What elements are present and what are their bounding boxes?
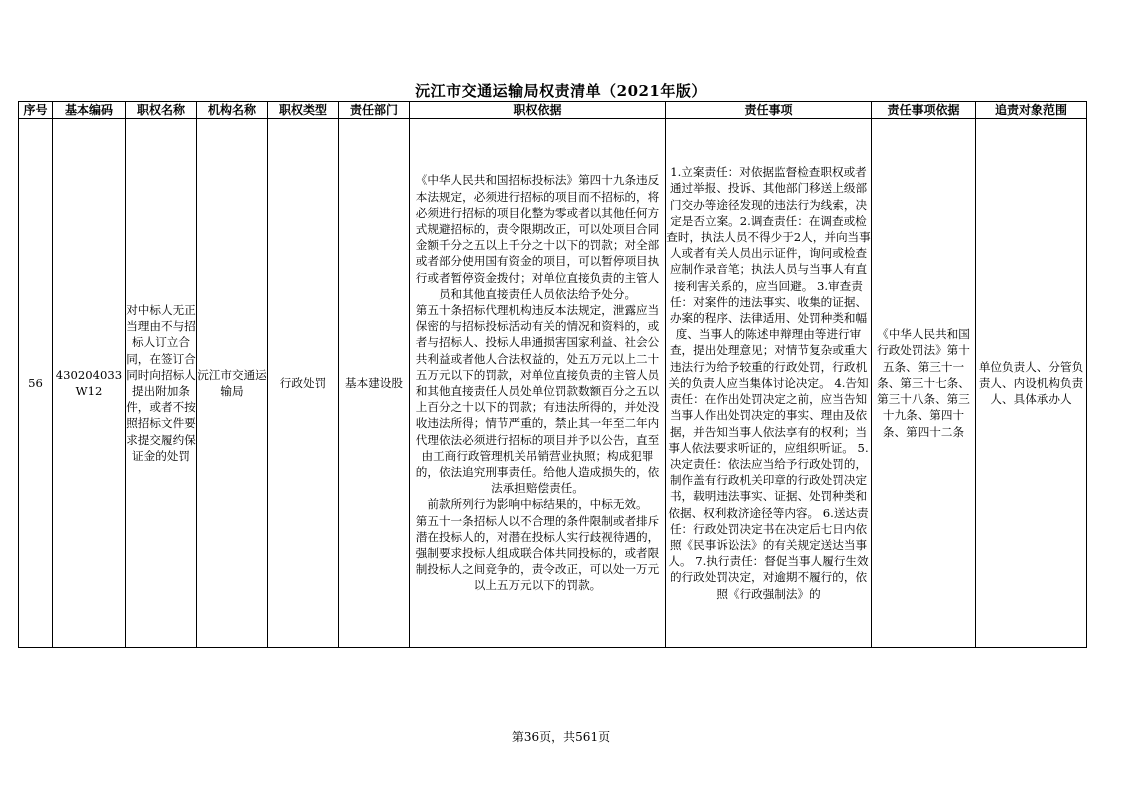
col-header-accountable: 追责对象范围	[976, 102, 1087, 119]
accountable-text: 单位负责人、分管负责人、内设机构负责人、具体承办人	[978, 359, 1084, 407]
basis-paragraph: 第五十条招标代理机构违反本法规定，泄露应当保密的与招标投标活动有关的情况和资料的，或者与招标人、投标人串通损害国家利益、社会公共利益或者他人合法权益的，处五万元以上二十五万元以下的罚款，对单位直接负责的主管人员和其他直接责任人员处单位罚款数额百分之五以上百分之十以下的罚款；有违法所得的，并处没收违法所得；情节严重的，禁止其一年至二年内代理依法必须进行招标的项目并予以公告，直至由工商行政管理机关吊销营业执照；构成犯罪的，依法追究刑事责任。给他人造成损失的，依法承担赔偿责任。	[415, 302, 660, 496]
cell-accountable	[976, 119, 1087, 648]
power-name-text: 对中标人无正当理由不与招标人订立合同，在签订合同时向招标人提出附加条件，或者不按照招标文件要求提交履约保证金的处罚	[126, 302, 196, 463]
cell-code	[53, 119, 126, 648]
col-header-resp-basis: 责任事项依据	[872, 102, 976, 119]
cell-department: 基本建设股	[339, 119, 410, 648]
col-header-basis: 职权依据	[410, 102, 666, 119]
cell-resp-basis	[872, 119, 976, 648]
basis-paragraph: 《中华人民共和国招标投标法》第四十九条违反本法规定，必须进行招标的项目而不招标的，将必须进行招标的项目化整为零或者以其他任何方式规避招标的，责令限期改正，可以处项目合同金额千分之五以上千分之十以下的罚款；对全部或者部分使用国有资金的项目，可以暂停项目执行或者暂停资金拨付；对单位直接负责的主管人员和其他直接责任人员依法给予处分。	[415, 173, 660, 301]
col-header-power-type: 职权类型	[268, 102, 339, 119]
cell-seq: 56	[19, 119, 53, 648]
col-header-responsibilities: 责任事项	[666, 102, 872, 119]
page-footer: 第36页，共561页	[511, 730, 611, 744]
power-responsibility-table	[18, 101, 1087, 648]
resp-basis-text: 《中华人民共和国行政处罚法》第十五条、第三十一条、第三十七条、第三十八条、第三十九条、第四十条、第四十二条	[877, 327, 970, 439]
cell-org-name	[197, 119, 268, 648]
col-header-seq: 序号	[19, 102, 53, 119]
page-title: 沅江市交通运输局权责清单（2021年版）	[415, 82, 707, 100]
col-header-code: 基本编码	[53, 102, 126, 119]
table-row	[19, 119, 1087, 648]
cell-basis	[410, 119, 666, 648]
cell-power-type: 行政处罚	[268, 119, 339, 648]
table-header-row	[19, 102, 1087, 119]
cell-responsibilities	[666, 119, 872, 648]
col-header-org-name: 机构名称	[197, 102, 268, 119]
cell-power-name	[126, 119, 197, 648]
basis-paragraph: 前款所列行为影响中标结果的，中标无效。	[427, 497, 648, 512]
code-text: 430204033W12	[55, 367, 123, 398]
responsibilities-text: 1.立案责任：对依据监督检查职权或者通过举报、投诉、其他部门移送上级部门交办等途径发现的违法行为线索，决定是否立案。2.调查责任：在调查或检查时，执法人员不得少于2人，并向当事人或者有关人员出示证件，询问或检查应制作录音笔；执法人员与当事人有直接利害关系的，应当回避。 3.审查责任：对案件的违法事实、收集的证据、办案的程序、法律适用、处罚种类和幅度、当事人的陈述申辩理由等进行审查，提出处理意见；对情节复杂或重大违法行为给予较重的行政处罚，行政机关的负责人应当集体讨论决定。 4.告知责任：在作出处罚决定之前，应当告知当事人作出处罚决定的事实、理由及依据，并告知当事人依法享有的权利；当事人依法要求听证的，应组织听证。 5.决定责任：依法应当给予行政处罚的，制作盖有行政机关印章的行政处罚决定书，载明违法事实、证据、处罚种类和依据、权利救济途径等内容。 6.送达责任：行政处罚决定书在决定后七日内依照《民事诉讼法》的有关规定送达当事人。 7.执行责任：督促当事人履行生效的行政处罚决定，对逾期不履行的，依照《行政强制法》的	[666, 165, 871, 601]
org-name-text: 沅江市交通运输局	[197, 367, 267, 398]
col-header-power-name: 职权名称	[126, 102, 197, 119]
col-header-department: 责任部门	[339, 102, 410, 119]
basis-paragraph: 第五十一条招标人以不合理的条件限制或者排斥潜在投标人的，对潜在投标人实行歧视待遇的，强制要求投标人组成联合体共同投标的，或者限制投标人之间竞争的，责令改正，可以处一万元以上五万元以下的罚款。	[415, 513, 660, 593]
